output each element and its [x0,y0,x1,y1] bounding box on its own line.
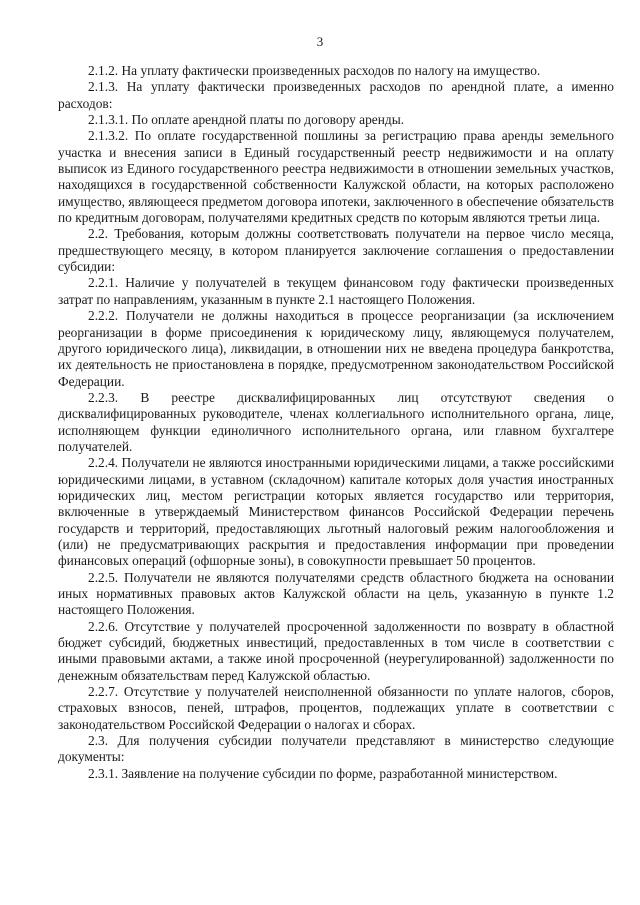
paragraph-2-1-3-2: 2.1.3.2. По оплате государственной пошлины за регистрацию права аренды земельного участка и внесения записи в Единый государственный реестр недвижимости и на оплату выписок из Единого государственного реестра недвижимости в отношении земельных участков, находящихся в государственной собственности Калужской области, на которых расположено имущество, являющееся предметом договора ипотеки, заключенного в обеспечение обязательств по кредитным договорам, получателями кредитных средств по которым являются третьи лица. [58,128,614,226]
paragraph-2-2-1: 2.2.1. Наличие у получателей в текущем финансовом году фактически произведенных затрат по направлениям, указанным в пункте 2.1 настоящего Положения. [58,275,614,307]
paragraph-2-2-7: 2.2.7. Отсутствие у получателей неисполненной обязанности по уплате налогов, сборов, страховых взносов, пеней, штрафов, процентов, подлежащих уплате в соответствии с законодательством Российской Федерации о налогах и сборах. [58,684,614,732]
paragraph-2-2-2: 2.2.2. Получатели не должны находиться в процессе реорганизации (за исключением реорганизации в форме присоединения к юридическому лицу, являющемуся получателем, другого юридического лица), ликвидации, в отношении них не введена процедура банкротства, их деятельность не приостановлена в порядке, предусмотренном законодательством Российской Федерации. [58,308,614,389]
paragraph-2-2: 2.2. Требования, которым должны соответствовать получатели на первое число месяца, предшествующего месяцу, в котором планируется заключение соглашения о предоставлении субсидии: [58,226,614,275]
paragraph-2-3: 2.3. Для получения субсидии получатели представляют в министерство следующие документы: [58,733,614,765]
paragraph-2-3-1: 2.3.1. Заявление на получение субсидии по форме, разработанной министерством. [88,765,558,781]
paragraph-2-1-3-1: 2.1.3.1. По оплате арендной платы по договору аренды. [88,112,405,128]
paragraph-2-2-3: 2.2.3. В реестре дисквалифицированных лиц отсутствуют сведения о дисквалифицированных руководителе, членах коллегиального исполнительного органа, лице, исполняющем функции единоличного исполнительного органа, или главном бухгалтере получателей. [58,389,614,454]
paragraph-2-1-2: 2.1.2. На уплату фактически произведенных расходов по налогу на имущество. [88,63,541,78]
paragraph-2-2-6: 2.2.6. Отсутствие у получателей просроченной задолженности по возврату в областной бюджет субсидий, бюджетных инвестиций, предоставленных в том числе в соответствии с иными правовыми актами, а также иной просроченной (неурегулированной) задолженности по денежным обязательствам перед Калужской областью. [58,618,614,683]
paragraph-2-1-3: 2.1.3. На уплату фактически произведенных расходов по арендной плате, а именно расходов: [58,79,614,111]
page-number: 3 [316,34,324,49]
paragraph-2-2-4: 2.2.4. Получатели не являются иностранными юридическими лицами, а также российскими юридическими лицами, в уставном (складочном) капитале которых доля участия иностранных юридических лиц, местом регистрации которых является государство или территория, включенные в утверждаемый Министерством финансов Российской Федерации перечень государств и территорий, предоставляющих льготный налоговый режим налогообложения и (или) не предусматривающих раскрытия и предоставления информации при проведении финансовых операций (офшорные зоны), в совокупности превышает 50 процентов. [58,455,614,569]
paragraph-2-2-5: 2.2.5. Получатели не являются получателями средств областного бюджета на основании иных нормативных правовых актов Калужской области на цель, указанную в пункте 1.2 настоящего Положения. [58,569,614,618]
document-body [58,63,614,782]
